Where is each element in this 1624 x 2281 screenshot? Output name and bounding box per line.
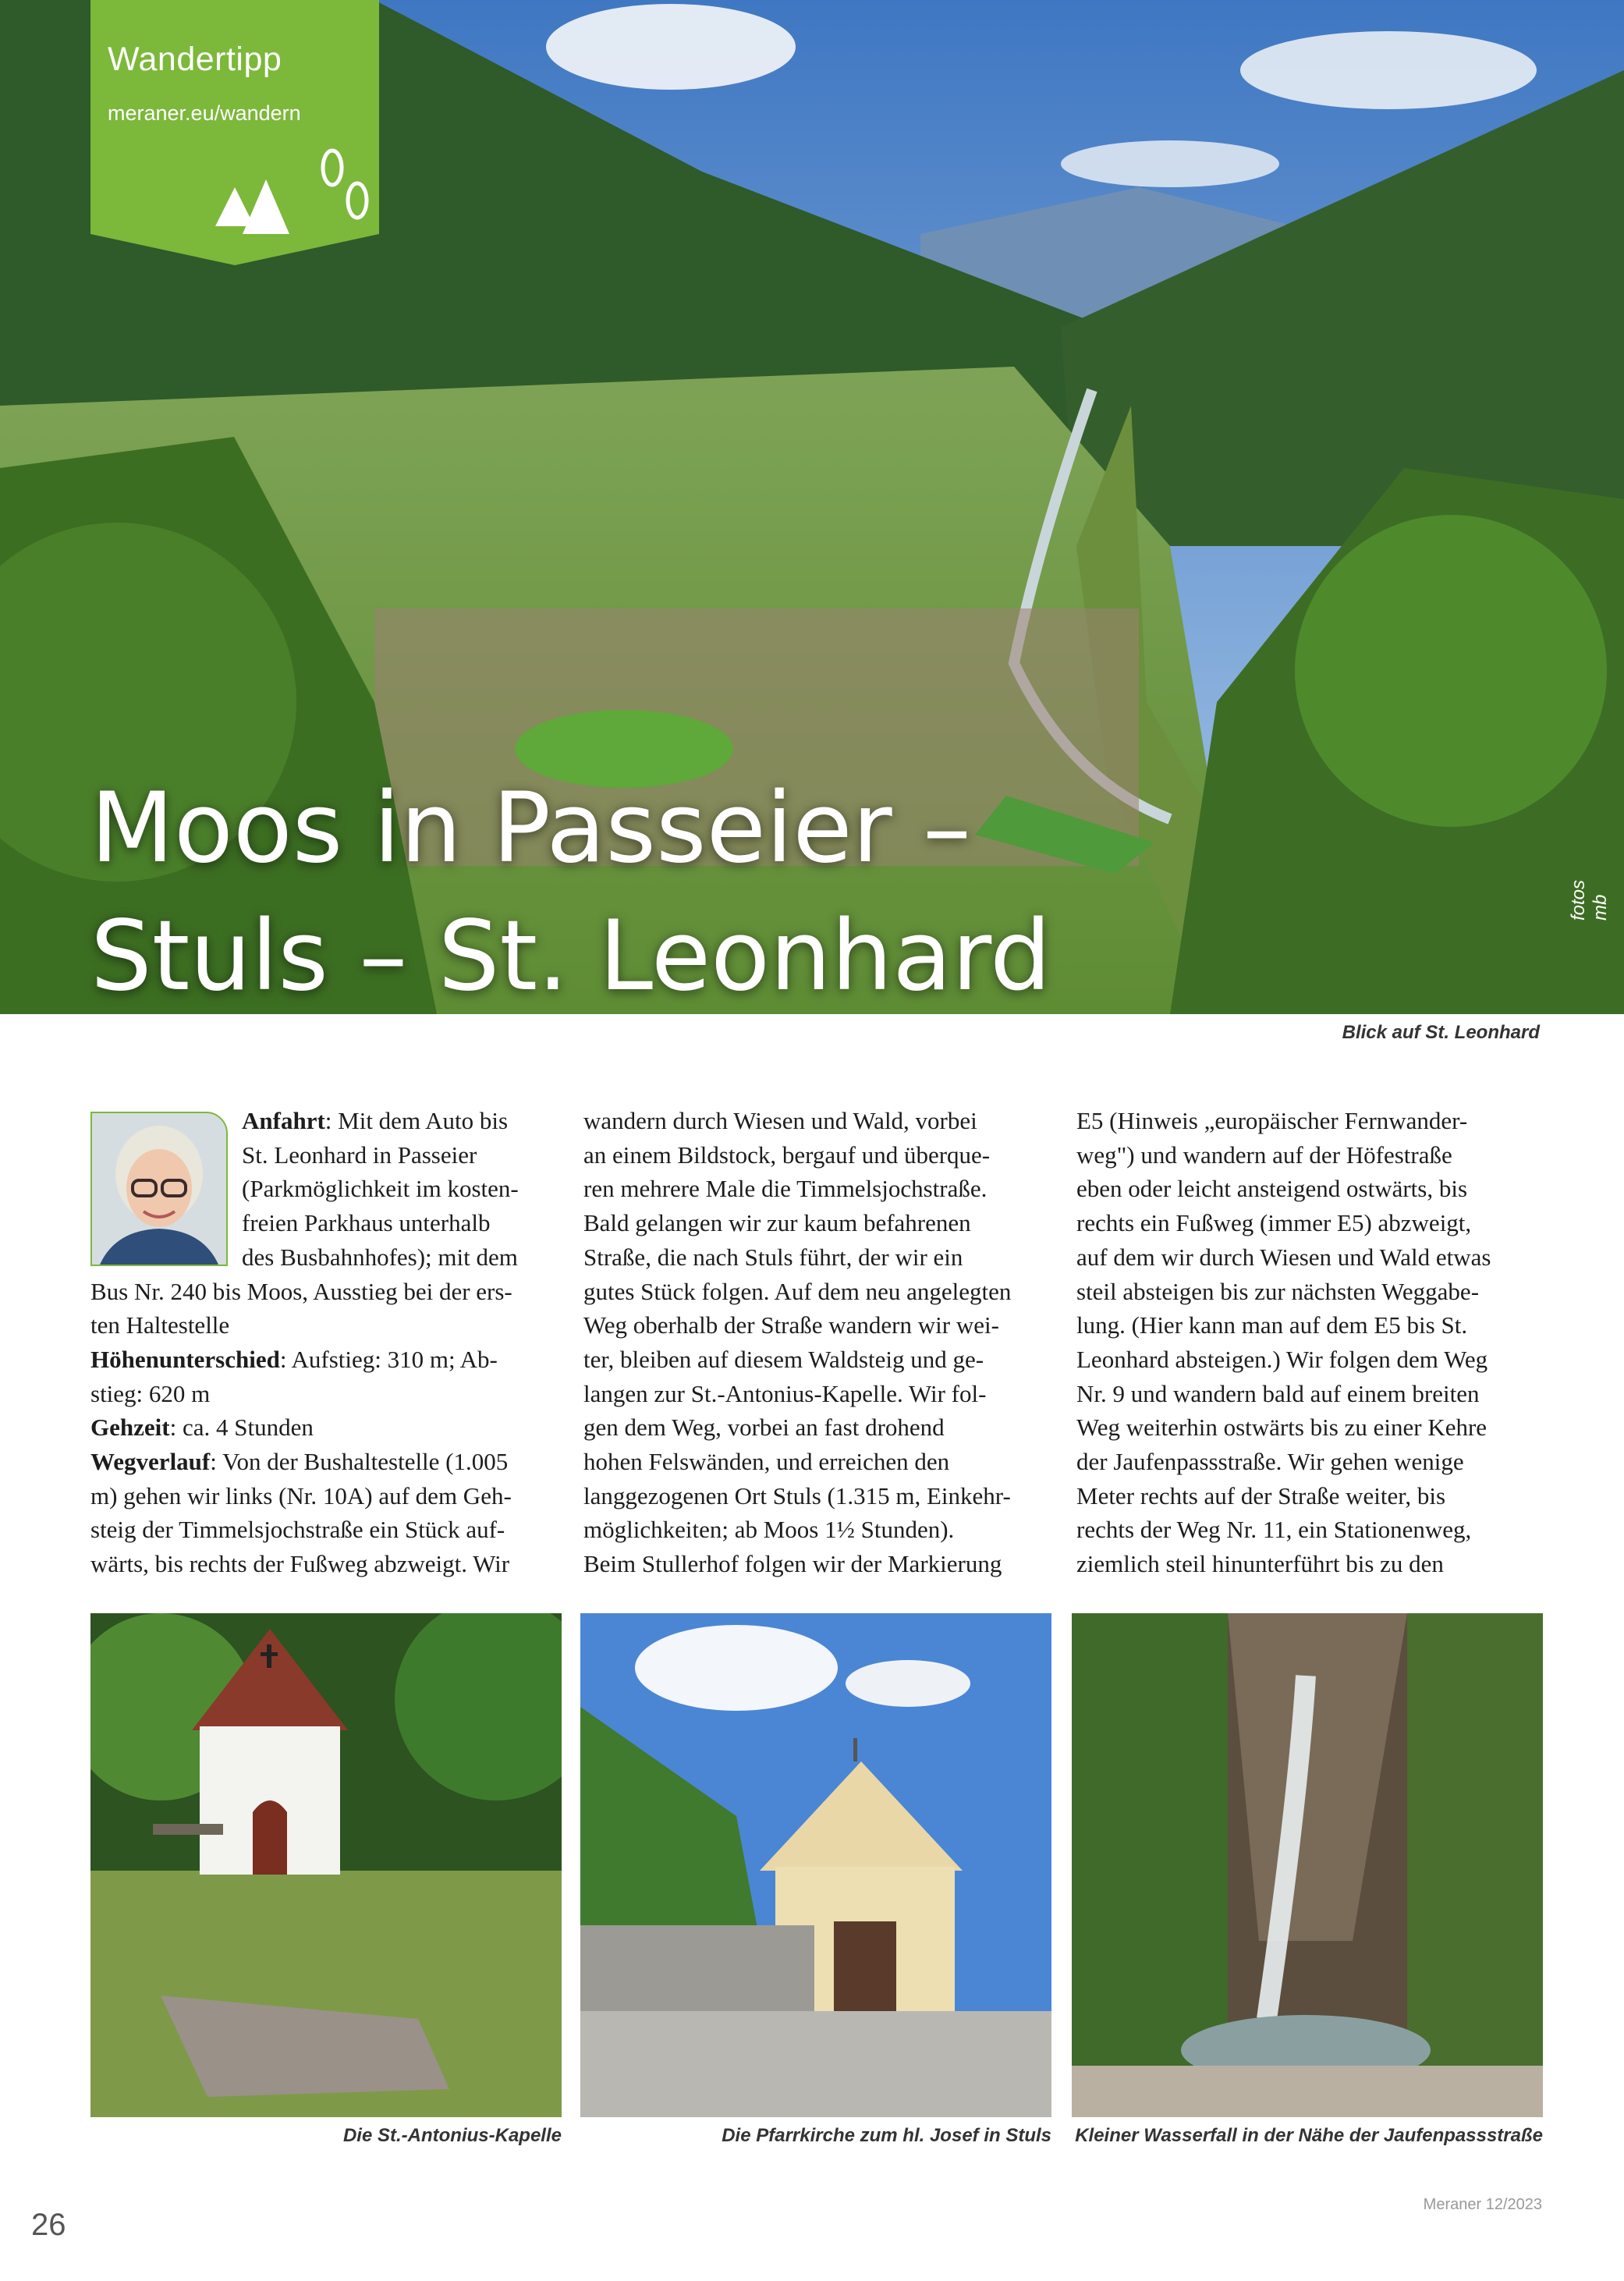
text-line: an einem Bildstock, bergauf und überque-: [583, 1140, 991, 1169]
text-line: langen zur St.-Antonius-Kapelle. Wir fol-: [583, 1379, 987, 1407]
page-number: 26: [31, 2208, 66, 2242]
text-column-3: [1076, 1104, 1544, 1581]
church-photo: [580, 1613, 1051, 2117]
text-line: Beim Stullerhof folgen wir der Markierung: [583, 1550, 1002, 1578]
text-line: Bus Nr. 240 bis Moos, Ausstieg bei der ers-: [90, 1277, 512, 1305]
text-line: weg") und wandern auf der Höfestraße: [1076, 1140, 1452, 1169]
text-line: ter, bleiben auf diesem Waldsteig und ge-: [583, 1345, 984, 1373]
text-column-2: [583, 1104, 1044, 1581]
badge-pointer: [90, 234, 379, 265]
badge-title: Wandertipp: [108, 41, 282, 78]
text-line: E5 (Hinweis „europäischer Fernwander-: [1076, 1107, 1468, 1134]
text-line: möglichkeiten; ab Moos 1½ Stunden).: [583, 1516, 955, 1544]
photo-caption-1: Die St.-Antonius-Kapelle: [342, 2125, 562, 2146]
badge-url[interactable]: meraner.eu/wandern: [108, 101, 301, 125]
text-line: Wegverlauf: Von der Bushaltestelle (1.005: [90, 1448, 509, 1476]
chapel-photo: [90, 1613, 562, 2117]
text-line: Meter rechts auf der Straße weiter, bis: [1076, 1481, 1446, 1509]
hero-caption: Blick auf St. Leonhard: [1342, 1022, 1540, 1043]
photo-caption-3: Kleiner Wasserfall in der Nähe der Jaufenpassstraße: [1075, 2125, 1543, 2146]
text-line: hohen Felswänden, und erreichen den: [583, 1448, 950, 1476]
text-line: Leonhard absteigen.) Wir folgen dem Weg: [1076, 1345, 1488, 1373]
text-line: Weg weiterhin ostwärts bis zu einer Kehre: [1076, 1414, 1487, 1442]
text-line: ziemlich steil hinunterführt bis zu den: [1076, 1550, 1444, 1578]
text-line: langgezogenen Ort Stuls (1.315 m, Einkehr-: [583, 1481, 1011, 1509]
text-line: Straße, die nach Stuls führt, der wir ein: [583, 1243, 963, 1271]
text-line: rechts ein Fußweg (immer E5) abzweigt,: [1076, 1209, 1472, 1237]
text-line: wärts, bis rechts der Fußweg abzweigt. Wir: [90, 1550, 510, 1578]
text-line: Gehzeit: ca. 4 Stunden: [90, 1414, 314, 1442]
text-line: gen dem Weg, vorbei an fast drohend: [583, 1414, 945, 1442]
text-line: Anfahrt: Mit dem Auto bis: [242, 1107, 509, 1134]
headline-line-1: Moos in Passeier –: [90, 772, 972, 885]
text-line: des Busbahnhofes); mit dem: [242, 1243, 518, 1271]
text-line: wandern durch Wiesen und Wald, vorbei: [583, 1107, 977, 1134]
text-column-1: [90, 1104, 543, 1581]
text-line: Bald gelangen wir zur kaum befahrenen: [583, 1209, 971, 1237]
text-line: steil absteigen bis zur nächsten Weggabe-: [1076, 1277, 1480, 1305]
issue-footer: Meraner 12/2023: [1423, 2196, 1542, 2213]
text-line: gutes Stück folgen. Auf dem neu angelegten: [583, 1277, 1012, 1305]
footprints-icon: [317, 144, 375, 230]
text-line: eben oder leicht ansteigend ostwärts, bis: [1076, 1175, 1468, 1203]
text-line: freien Parkhaus unterhalb: [242, 1209, 491, 1237]
text-line: rechts der Weg Nr. 11, ein Stationenweg,: [1076, 1516, 1472, 1544]
text-line: Höhenunterschied: Aufstieg: 310 m; Ab-: [90, 1345, 498, 1373]
text-line: St. Leonhard in Passeier: [242, 1140, 477, 1169]
text-line: steig der Timmelsjochstraße ein Stück auf-: [90, 1516, 505, 1544]
text-line: lung. (Hier kann man auf dem E5 bis St.: [1076, 1311, 1468, 1339]
photo-caption-2: Die Pfarrkirche zum hl. Josef in Stuls: [722, 2125, 1051, 2146]
pine-trees-icon: [211, 179, 289, 242]
photo-credit: fotos mb: [1568, 879, 1611, 921]
text-line: auf dem wir durch Wiesen und Wald etwas: [1076, 1243, 1491, 1271]
text-line: ren mehrere Male die Timmelsjochstraße.: [583, 1175, 988, 1203]
wandertipp-badge: [90, 0, 379, 234]
text-line: m) gehen wir links (Nr. 10A) auf dem Geh-: [90, 1481, 512, 1509]
headline: [90, 764, 1051, 1020]
text-line: Weg oberhalb der Straße wandern wir wei-: [583, 1311, 999, 1339]
headline-line-2: Stuls – St. Leonhard: [90, 900, 1051, 1013]
text-line: ten Haltestelle: [90, 1311, 230, 1339]
waterfall-photo: [1072, 1613, 1543, 2117]
text-line: Nr. 9 und wandern bald auf einem breiten: [1076, 1379, 1480, 1407]
text-line: stieg: 620 m: [90, 1379, 211, 1407]
text-line: (Parkmöglichkeit im kosten-: [242, 1175, 519, 1203]
text-line: der Jaufenpassstraße. Wir gehen wenige: [1076, 1448, 1464, 1476]
